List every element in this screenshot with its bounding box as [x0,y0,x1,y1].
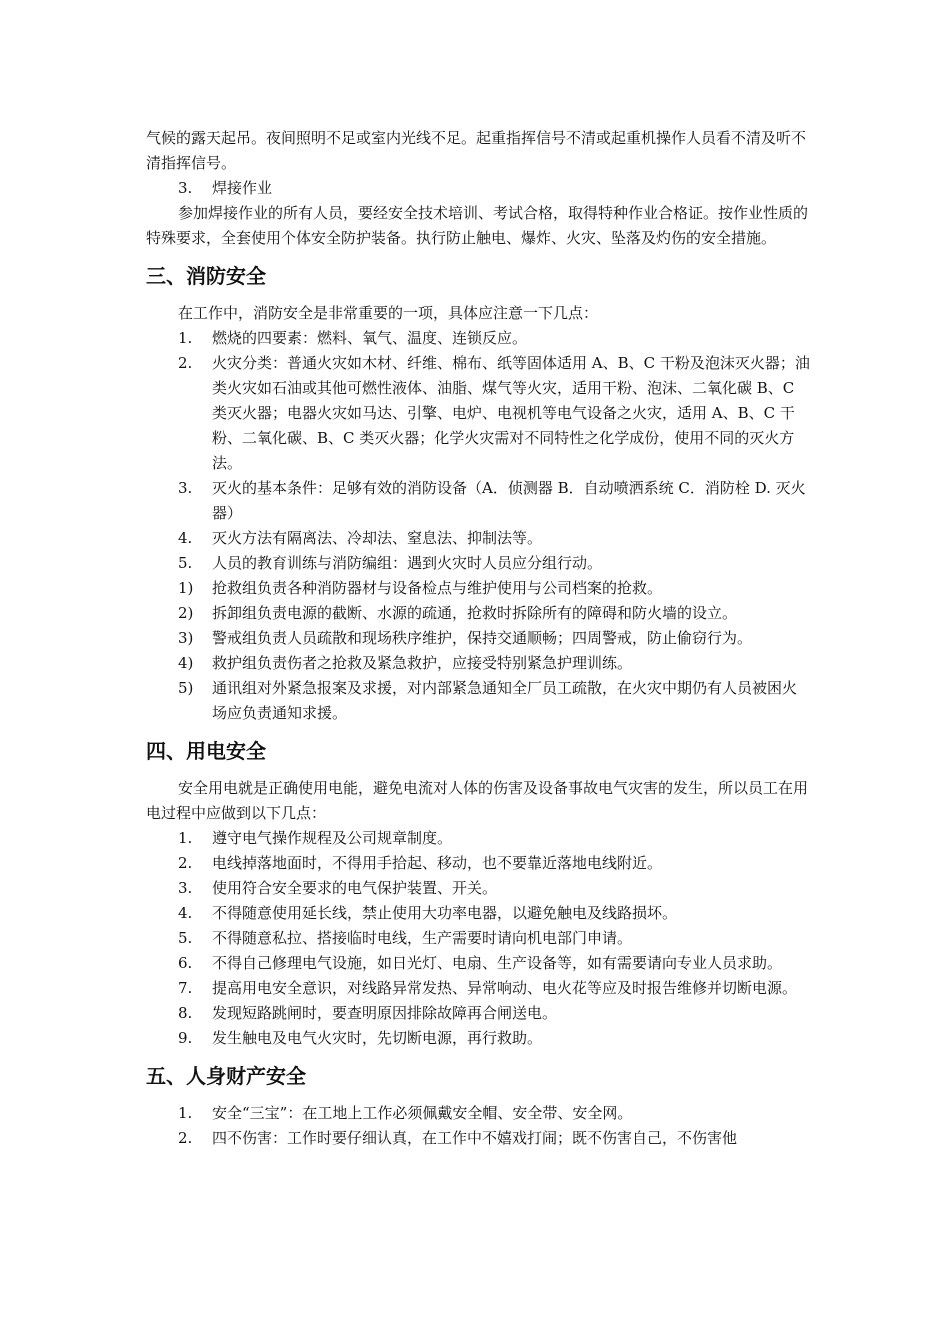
list-number: 1. [178,329,193,347]
document-page [146,126,810,1151]
list-item [146,901,810,926]
list-text: 燃烧的四要素：燃料、氧气、温度、连锁反应。 [212,329,528,347]
list-number: 3. [178,879,193,897]
section-heading-property: 五、人身财产安全 [146,1064,306,1088]
list-item [146,876,810,901]
list-number: 7. [178,979,193,997]
list-text: 警戒组负责人员疏散和现场秩序维护，保持交通顺畅；四周警戒，防止偷窃行为。 [212,629,753,647]
list-item [146,926,810,951]
list-item [146,1026,810,1051]
list-number: 4) [178,654,194,672]
list-number: 6. [178,954,193,972]
fire-list [146,326,810,726]
list-item [146,526,810,551]
list-number: 3) [178,629,194,647]
section-heading-electric: 四、用电安全 [146,739,266,763]
list-text: 电线掉落地面时，不得用手拾起、移动，也不要靠近落地电线附近。 [212,854,663,872]
property-list [146,1101,810,1151]
electric-list [146,826,810,1051]
list-item [146,551,810,576]
list-text: 灭火方法有隔离法、冷却法、窒息法、抑制法等。 [212,529,543,547]
list-text: 通讯组对外紧急报案及求援，对内部紧急通知全厂员工疏散，在火灾中期仍有人员被困火场应负责通知求援。 [212,679,798,722]
list-number: 1. [178,1104,193,1122]
list-number: 3. [178,179,193,197]
list-text: 不得随意私拉、搭接临时电线，生产需要时请向机电部门申请。 [212,929,633,947]
list-item-welding [146,176,810,201]
intro-paragraph: 气候的露天起吊。夜间照明不足或室内光线不足。起重指挥信号不清或起重机操作人员看不清及听不清指挥信号。 [146,129,807,172]
list-text: 安全“三宝”：在工地上工作必须佩戴安全帽、安全带、安全网。 [212,1104,633,1122]
section-heading-fire: 三、消防安全 [146,264,266,288]
list-text: 提高用电安全意识，对线路异常发热、异常响动、电火花等应及时报告维修并切断电源。 [212,979,798,997]
list-number: 2. [178,354,193,372]
list-item [146,976,810,1001]
list-number: 4. [178,529,193,547]
welding-paragraph: 参加焊接作业的所有人员，要经安全技术培训、考试合格，取得特种作业合格证。按作业性质的特殊要求，全套使用个体安全防护装备。执行防止触电、爆炸、火灾、坠落及灼伤的安全措施。 [146,204,809,247]
list-item [146,651,810,676]
list-item [146,676,810,726]
list-item [146,476,810,526]
list-item [146,951,810,976]
list-item [146,1101,810,1126]
list-number: 5. [178,554,193,572]
list-item [146,601,810,626]
electric-intro: 安全用电就是正确使用电能，避免电流对人体的伤害及设备事故电气灾害的发生，所以员工在用电过程中应做到以下几点： [146,779,809,822]
list-text: 焊接作业 [212,179,273,197]
list-text: 拆卸组负责电源的截断、水源的疏通，抢救时拆除所有的障碍和防火墙的设立。 [212,604,738,622]
list-text: 四不伤害：工作时要仔细认真，在工作中不嬉戏打闹；既不伤害自己，不伤害他 [212,1129,738,1147]
list-item [146,826,810,851]
list-text: 不得随意使用延长线，禁止使用大功率电器，以避免触电及线路损坏。 [212,904,678,922]
list-item [146,326,810,351]
list-text: 遵守电气操作规程及公司规章制度。 [212,829,453,847]
list-item [146,1001,810,1026]
list-number: 8. [178,1004,193,1022]
list-text: 灭火的基本条件：足够有效的消防设备（A．侦测器 B．自动喷洒系统 C．消防栓 D. 灭火器） [212,479,806,522]
list-number: 5. [178,929,193,947]
list-text: 发生触电及电气火灾时，先切断电源，再行救助。 [212,1029,543,1047]
list-text: 人员的教育训练与消防编组：遇到火灾时人员应分组行动。 [212,554,603,572]
list-number: 1) [178,579,194,597]
list-text: 火灾分类：普通火灾如木材、纤维、棉布、纸等固体适用 A、B、C 干粉及泡沫灭火器；油类火灾如石油或其他可燃性液体、油脂、煤气等火灾，适用干粉、泡沫、二氧化碳 B、C 类灭火器；电器火灾如马达、引擎、电炉、电视机等电气设备之火灾，适用 A、B、C 干粉、二氧化碳、B、C 类灭火器；化学火灾需对不同特性之化学成份，使用不同的灭火方法。 [212,354,810,472]
list-text: 救护组负责伤者之抢救及紧急救护，应接受特别紧急护理训练。 [212,654,633,672]
list-number: 4. [178,904,193,922]
fire-intro: 在工作中，消防安全是非常重要的一项，具体应注意一下几点： [178,304,599,322]
list-number: 2. [178,854,193,872]
list-number: 2) [178,604,194,622]
list-text: 使用符合安全要求的电气保护装置、开关。 [212,879,498,897]
list-number: 5) [178,679,194,697]
list-text: 不得自己修理电气设施，如日光灯、电扇、生产设备等，如有需要请向专业人员求助。 [212,954,783,972]
list-text: 发现短路跳闸时，要查明原因排除故障再合闸送电。 [212,1004,558,1022]
list-item [146,351,810,476]
list-item [146,851,810,876]
list-number: 1. [178,829,193,847]
list-item [146,576,810,601]
list-item [146,1126,810,1151]
list-number: 2. [178,1129,193,1147]
list-number: 3. [178,479,193,497]
list-item [146,626,810,651]
list-number: 9. [178,1029,193,1047]
list-text: 抢救组负责各种消防器材与设备检点与维护使用与公司档案的抢救。 [212,579,663,597]
